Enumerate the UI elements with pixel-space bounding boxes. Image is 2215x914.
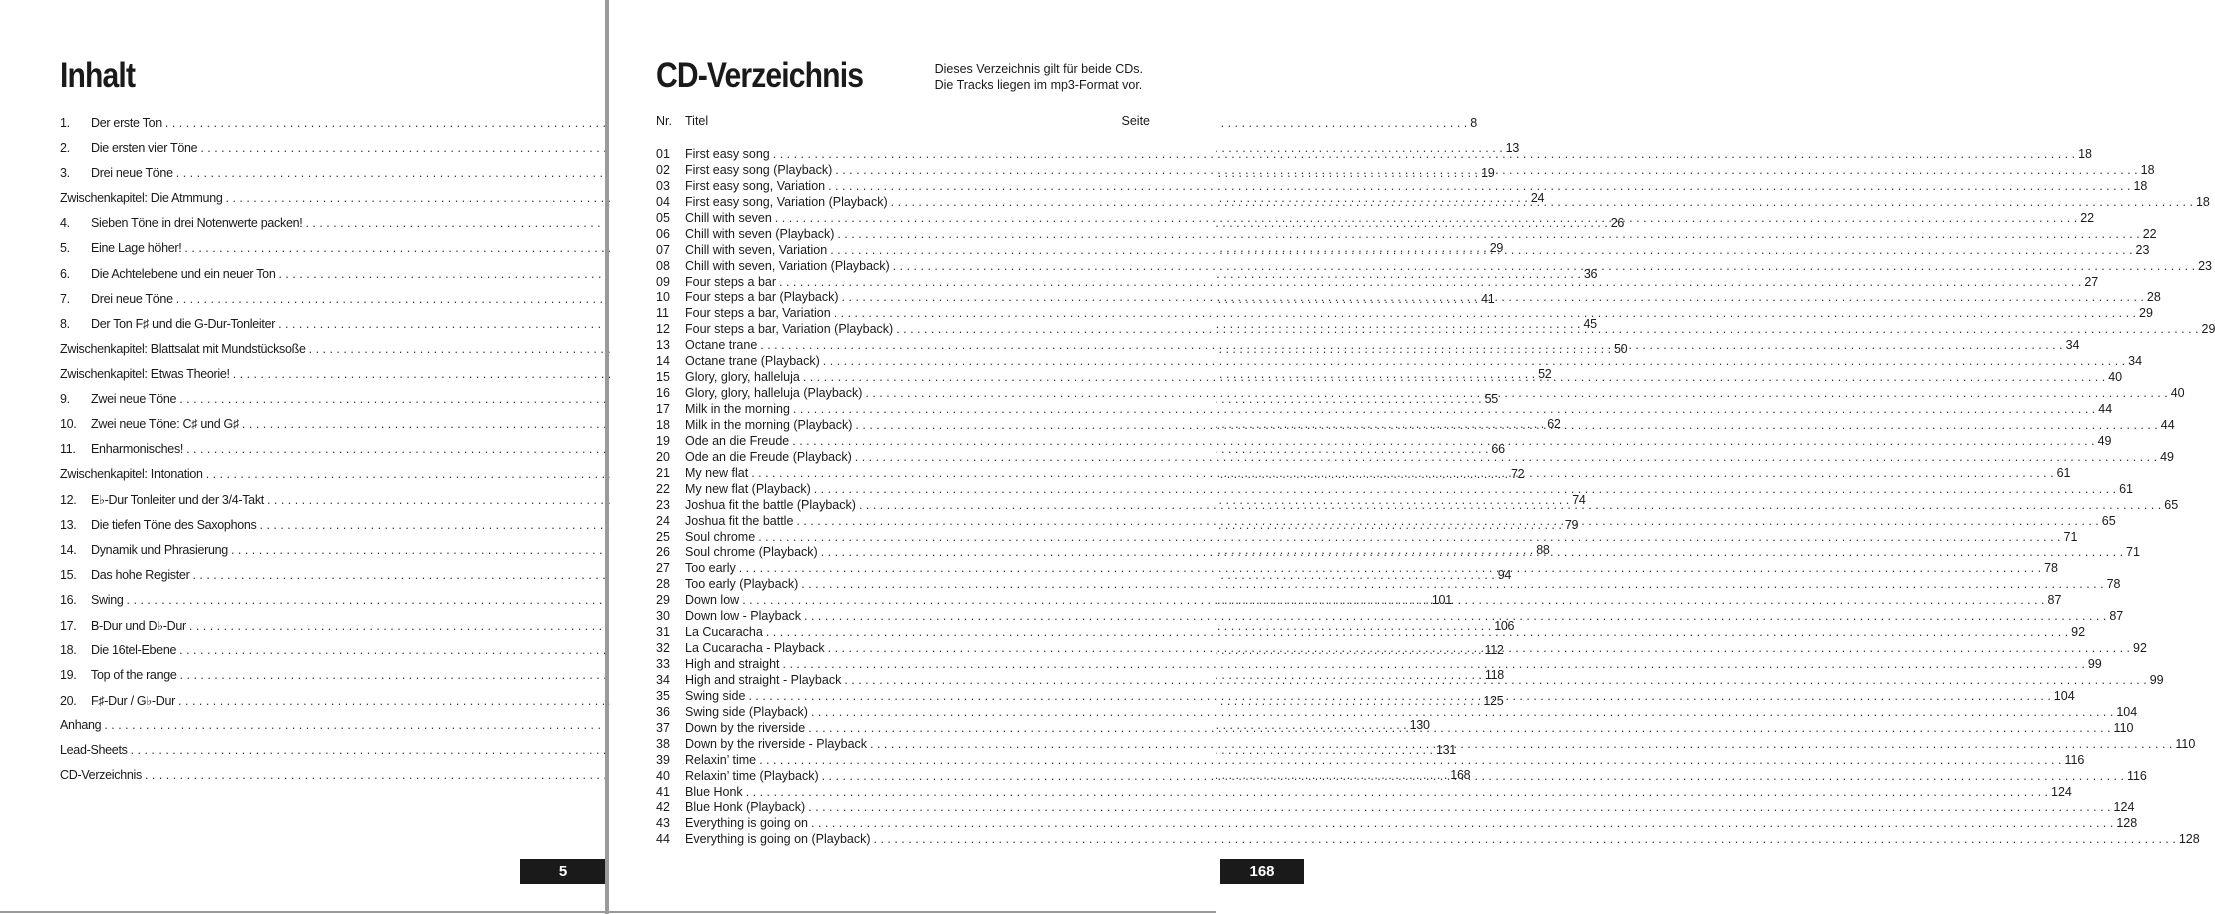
track-number: 18 xyxy=(656,417,670,432)
chapter-page: 106 xyxy=(1494,618,1515,633)
track-title: Milk in the morning (Playback) xyxy=(685,417,853,432)
chapter-number: 19. xyxy=(60,668,77,683)
track-title: Octane trane (Playback) xyxy=(685,354,820,369)
track-number: 20 xyxy=(656,449,670,464)
chapter-number: 17. xyxy=(60,618,77,633)
dot-leader xyxy=(773,147,2075,161)
track-title: Blue Honk xyxy=(685,784,743,799)
chapter-number: 18. xyxy=(60,642,77,657)
chapter-title: B-Dur und D♭-Dur xyxy=(91,618,186,633)
chapter-number: 16. xyxy=(60,592,77,607)
track-title: La Cucaracha - Playback xyxy=(685,641,825,656)
track-number: 30 xyxy=(656,609,670,624)
chapter-number: 3. xyxy=(60,166,70,181)
chapter-number: 5. xyxy=(60,241,70,256)
track-title: Everything is going on (Playback) xyxy=(685,832,871,847)
chapter-title: Drei neue Töne xyxy=(91,166,173,181)
chapter-page: 26 xyxy=(1610,216,1625,231)
track-row xyxy=(656,226,2157,243)
track-number: 14 xyxy=(656,354,670,369)
track-page: 23 xyxy=(2198,258,2212,273)
track-page: 44 xyxy=(2160,417,2175,432)
dot-leader xyxy=(808,721,2110,735)
chapter-number: 14. xyxy=(60,542,77,557)
track-page: 78 xyxy=(2044,561,2058,576)
chapter-title: Zwischenkapitel: Blattsalat mit Mundstücksoße xyxy=(60,341,306,356)
track-row xyxy=(656,657,2102,673)
track-number: 42 xyxy=(656,800,670,815)
track-title: First easy song, Variation (Playback) xyxy=(685,194,888,209)
dot-leader xyxy=(796,514,2098,528)
track-page: 99 xyxy=(2087,657,2102,671)
dot-leader xyxy=(742,593,2044,607)
track-title: Ode an die Freude (Playback) xyxy=(685,449,852,464)
track-number: 37 xyxy=(656,720,670,735)
track-page: 71 xyxy=(2126,545,2140,560)
track-page: 128 xyxy=(2178,832,2200,847)
track-title: Down low xyxy=(685,593,740,608)
dot-leader xyxy=(896,322,2198,336)
dot-leader xyxy=(874,832,2176,846)
chapter-number: 9. xyxy=(60,392,70,407)
chapter-page: 112 xyxy=(1484,642,1504,657)
track-page: 44 xyxy=(2098,402,2113,416)
chapter-title: Zwei neue Töne: C♯ und G♯ xyxy=(91,417,239,432)
chapter-title: Zwischenkapitel: Intonation xyxy=(60,467,203,482)
track-page: 110 xyxy=(2175,736,2196,751)
track-number: 39 xyxy=(656,752,670,767)
dot-leader xyxy=(792,434,2094,448)
chapter-number: 8. xyxy=(60,316,70,331)
track-page: 61 xyxy=(2056,465,2071,480)
track-title: Four steps a bar (Playback) xyxy=(685,290,839,305)
track-title: Swing side (Playback) xyxy=(685,704,808,719)
dot-leader xyxy=(837,227,2139,241)
chapter-title: Zwischenkapitel: Etwas Theorie! xyxy=(60,366,230,381)
dot-leader xyxy=(811,705,2113,719)
track-number: 40 xyxy=(656,768,670,783)
track-row xyxy=(656,752,2085,769)
track-number: 23 xyxy=(656,497,670,512)
chapter-page: 66 xyxy=(1491,442,1505,457)
page-title: Inhalt xyxy=(60,56,136,95)
dot-leader xyxy=(891,195,2193,209)
dot-leader xyxy=(828,179,2130,193)
chapter-number: 1. xyxy=(60,116,70,130)
chapter-page: 125 xyxy=(1483,694,1504,709)
track-title: Glory, glory, halleluja xyxy=(685,370,800,385)
dot-leader xyxy=(804,609,2106,623)
chapter-number: 4. xyxy=(60,216,70,231)
track-number: 02 xyxy=(656,162,670,177)
track-title: Down by the riverside - Playback xyxy=(685,736,868,751)
track-page: 29 xyxy=(2139,306,2153,321)
track-number: 43 xyxy=(656,816,670,831)
track-page: 18 xyxy=(2195,194,2210,209)
dot-leader xyxy=(751,466,2053,480)
track-number: 16 xyxy=(656,386,670,401)
track-page: 22 xyxy=(2142,226,2157,241)
track-number: 31 xyxy=(656,625,670,640)
chapter-number: 6. xyxy=(60,266,70,281)
page-number: 5 xyxy=(520,859,606,884)
track-page: 29 xyxy=(2201,322,2215,337)
chapter-title: Enharmonisches! xyxy=(91,442,184,457)
track-number: 04 xyxy=(656,194,670,209)
dot-leader xyxy=(783,657,2085,671)
note-line: Dieses Verzeichnis gilt für beide CDs. xyxy=(934,62,1143,76)
track-page: 18 xyxy=(2078,147,2093,161)
dot-leader xyxy=(801,577,2103,591)
chapter-title: Sieben Töne in drei Notenwerte packen! xyxy=(91,216,303,231)
track-number: 26 xyxy=(656,545,670,560)
chapter-title: Anhang xyxy=(60,718,102,733)
track-title: Four steps a bar xyxy=(685,274,777,289)
track-number: 06 xyxy=(656,226,670,241)
track-title: Blue Honk (Playback) xyxy=(685,800,806,815)
track-page: 22 xyxy=(2080,210,2095,225)
track-title: Chill with seven xyxy=(685,210,772,225)
dot-leader xyxy=(830,243,2132,257)
track-title: La Cucaracha xyxy=(685,625,763,640)
track-title: Soul chrome (Playback) xyxy=(685,545,818,560)
track-number: 41 xyxy=(656,784,670,799)
chapter-number: 7. xyxy=(60,291,70,306)
dot-leader xyxy=(739,561,2041,575)
track-title: Ode an die Freude xyxy=(685,433,790,448)
chapter-title: Der erste Ton xyxy=(91,116,162,130)
track-number: 34 xyxy=(656,672,670,687)
track-title: Chill with seven, Variation (Playback) xyxy=(685,258,890,273)
dot-leader xyxy=(758,530,2060,544)
chapter-page: 62 xyxy=(1547,417,1561,432)
track-page: 87 xyxy=(2109,609,2124,624)
track-number: 27 xyxy=(656,561,670,576)
chapter-title: Die Achtelebene und ein neuer Ton xyxy=(91,266,276,281)
track-page: 116 xyxy=(2126,768,2147,783)
track-title: Joshua fit the battle (Playback) xyxy=(685,497,856,512)
track-number: 22 xyxy=(656,481,670,496)
dot-leader xyxy=(834,306,2136,320)
dot-leader xyxy=(821,542,2123,559)
track-page: 78 xyxy=(2106,577,2121,592)
track-row xyxy=(656,481,2133,498)
chapter-page: 41 xyxy=(1481,291,1495,306)
track-number: 13 xyxy=(656,338,670,353)
track-number: 29 xyxy=(656,593,670,608)
dot-leader xyxy=(811,816,2113,830)
track-row xyxy=(656,609,2124,625)
track-row xyxy=(656,784,2072,801)
track-page: 23 xyxy=(2135,242,2150,257)
dot-leader xyxy=(870,737,2172,751)
chapter-page: 50 xyxy=(1613,341,1628,356)
chapter-title: Der Ton F♯ und die G-Dur-Tonleiter xyxy=(91,316,276,331)
track-row xyxy=(656,402,2113,418)
track-number: 28 xyxy=(656,577,670,592)
track-page: 61 xyxy=(2119,481,2133,496)
chapter-title: Lead-Sheets xyxy=(60,743,128,758)
chapter-number: 13. xyxy=(60,517,77,532)
dot-leader xyxy=(760,338,2062,352)
track-page: 49 xyxy=(2097,433,2112,448)
chapter-page: 55 xyxy=(1484,392,1498,407)
dot-leader xyxy=(793,402,2095,416)
dot-leader xyxy=(822,769,2124,783)
track-number: 17 xyxy=(656,402,670,416)
track-row xyxy=(656,704,2138,721)
track-page: 34 xyxy=(2128,354,2143,369)
track-row xyxy=(656,306,2153,322)
header-number: Nr. xyxy=(656,114,672,128)
track-row xyxy=(656,800,2135,816)
chapter-title: Zwei neue Töne xyxy=(91,392,177,407)
chapter-title: Die tiefen Töne des Saxophons xyxy=(91,517,257,532)
chapter-title: Drei neue Töne xyxy=(91,291,173,306)
dot-leader xyxy=(766,625,2068,639)
format-note xyxy=(935,62,1143,93)
track-page: 104 xyxy=(2116,704,2138,719)
chapter-title: Zwischenkapitel: Die Atmmung xyxy=(60,191,223,206)
track-number: 19 xyxy=(656,433,670,448)
track-title: Chill with seven, Variation xyxy=(685,242,828,257)
dot-leader xyxy=(814,482,2116,496)
track-number: 38 xyxy=(656,736,670,751)
chapter-page: 168 xyxy=(1450,768,1471,783)
track-page: 124 xyxy=(2113,800,2135,815)
track-page: 34 xyxy=(2065,338,2080,353)
chapter-title: Dynamik und Phrasierung xyxy=(91,542,228,557)
track-page: 27 xyxy=(2084,274,2099,289)
dot-leader xyxy=(779,275,2081,289)
track-title: Soul chrome xyxy=(685,529,756,544)
dot-leader xyxy=(828,641,2130,655)
track-number: 35 xyxy=(656,688,670,703)
page-number: 168 xyxy=(1220,859,1304,884)
chapter-number: 15. xyxy=(60,567,77,582)
chapter-page: 8 xyxy=(1470,116,1477,130)
track-row xyxy=(656,577,2121,593)
track-number: 01 xyxy=(656,147,670,161)
track-title: First easy song (Playback) xyxy=(685,162,833,177)
note-line: Die Tracks liegen im mp3-Format vor. xyxy=(934,77,1143,92)
track-number: 36 xyxy=(656,704,670,719)
track-title: High and straight - Playback xyxy=(685,672,842,687)
dot-leader xyxy=(835,163,2137,177)
track-title: Down by the riverside xyxy=(685,720,806,735)
track-title: My new flat xyxy=(685,465,749,480)
chapter-page: 74 xyxy=(1572,493,1586,508)
chapter-title: Das hohe Register xyxy=(91,567,190,582)
chapter-title: Eine Lage höher! xyxy=(91,241,182,256)
dot-leader xyxy=(842,290,2144,304)
chapter-page: 118 xyxy=(1484,668,1504,683)
chapter-page: 94 xyxy=(1497,567,1512,582)
track-title: My new flat (Playback) xyxy=(685,481,811,496)
dot-leader xyxy=(803,370,2105,384)
chapter-title: Die 16tel-Ebene xyxy=(91,642,177,657)
track-title: Octane trane xyxy=(685,338,758,353)
track-page: 40 xyxy=(2108,370,2123,385)
chapter-number: 2. xyxy=(60,141,70,156)
track-number: 32 xyxy=(656,641,670,656)
track-page: 116 xyxy=(2064,752,2085,767)
chapter-title: Swing xyxy=(91,592,124,607)
track-number: 08 xyxy=(656,258,670,273)
track-page: 92 xyxy=(2071,625,2086,640)
chapter-number: 11. xyxy=(60,442,76,457)
track-title: Chill with seven (Playback) xyxy=(685,226,835,241)
track-row xyxy=(656,354,2143,370)
track-page: 124 xyxy=(2051,784,2072,799)
dot-leader xyxy=(893,259,2195,273)
track-row xyxy=(656,816,2138,832)
track-page: 71 xyxy=(2063,529,2078,544)
track-page: 128 xyxy=(2116,816,2138,831)
track-page: 18 xyxy=(2140,162,2155,177)
chapter-title: E♭-Dur Tonleiter und der 3/4-Takt xyxy=(91,493,264,508)
chapter-page: 36 xyxy=(1583,266,1598,281)
track-page: 104 xyxy=(2053,688,2075,703)
track-title: Joshua fit the battle xyxy=(685,513,794,528)
chapter-page: 101 xyxy=(1431,592,1452,607)
track-number: 24 xyxy=(656,513,670,528)
chapter-page: 130 xyxy=(1409,718,1430,733)
track-title: First easy song, Variation xyxy=(685,178,826,193)
track-number: 21 xyxy=(656,465,670,480)
track-title: Everything is going on xyxy=(685,816,808,831)
chapter-page: 29 xyxy=(1489,241,1504,256)
track-row xyxy=(656,178,2148,195)
track-page: 110 xyxy=(2113,720,2134,735)
track-title: Too early xyxy=(685,561,736,576)
chapter-page: 52 xyxy=(1538,366,1552,381)
chapter-page: 88 xyxy=(1536,542,1550,557)
header-title: Titel xyxy=(685,114,709,128)
track-title: Four steps a bar, Variation xyxy=(685,306,831,321)
track-title: Relaxin’ time xyxy=(685,752,757,767)
dot-leader xyxy=(748,689,2050,703)
track-page: 87 xyxy=(2047,593,2062,608)
track-number: 15 xyxy=(656,370,670,385)
track-page: 40 xyxy=(2170,386,2185,401)
chapter-page: 79 xyxy=(1564,517,1579,532)
track-title: Relaxin’ time (Playback) xyxy=(685,768,819,783)
dot-leader xyxy=(823,354,2125,368)
track-number: 07 xyxy=(656,242,670,257)
chapter-page: 24 xyxy=(1530,191,1545,206)
chapter-page: 13 xyxy=(1505,141,1519,156)
dot-leader xyxy=(746,785,2048,799)
chapter-page: 72 xyxy=(1511,467,1525,482)
dot-leader xyxy=(844,673,2146,687)
track-title: Too early (Playback) xyxy=(685,577,799,592)
track-page: 92 xyxy=(2133,641,2147,656)
dot-leader xyxy=(859,498,2161,512)
track-number: 10 xyxy=(656,290,670,305)
chapter-number: 10. xyxy=(60,417,77,432)
track-title: First easy song xyxy=(685,147,770,161)
track-row xyxy=(656,274,2099,291)
chapter-page: 19 xyxy=(1481,166,1495,181)
track-row xyxy=(656,832,2200,848)
track-number: 09 xyxy=(656,274,670,289)
track-page: 49 xyxy=(2160,449,2175,464)
chapter-title: F♯-Dur / G♭-Dur xyxy=(91,694,176,709)
dot-leader xyxy=(855,450,2157,464)
track-number: 05 xyxy=(656,210,670,225)
track-title: Down low - Playback xyxy=(685,609,802,624)
track-title: Swing side xyxy=(685,688,746,703)
track-page: 18 xyxy=(2133,178,2148,193)
track-title: High and straight xyxy=(685,657,780,671)
chapter-number: 12. xyxy=(60,493,77,508)
dot-leader xyxy=(759,753,2061,767)
track-number: 12 xyxy=(656,322,670,337)
dot-leader xyxy=(775,211,2077,225)
book-gutter xyxy=(605,0,609,914)
track-page: 65 xyxy=(2164,497,2179,512)
dot-leader xyxy=(808,800,2110,814)
track-number: 44 xyxy=(656,832,670,847)
track-number: 11 xyxy=(656,306,669,321)
dot-leader xyxy=(855,418,2157,432)
track-page: 65 xyxy=(2101,513,2116,528)
chapter-title: Top of the range xyxy=(91,668,177,683)
chapter-title: CD-Verzeichnis xyxy=(60,768,142,783)
chapter-page: 45 xyxy=(1583,316,1597,331)
track-number: 33 xyxy=(656,657,670,671)
track-row xyxy=(656,529,2078,546)
page-title: CD-Verzeichnis xyxy=(656,56,864,95)
dot-leader xyxy=(865,386,2167,400)
track-number: 03 xyxy=(656,178,670,193)
track-title: Milk in the morning xyxy=(685,402,790,416)
chapter-title: Die ersten vier Töne xyxy=(91,141,198,156)
track-page: 28 xyxy=(2146,290,2161,305)
chapter-page: 131 xyxy=(1435,743,1456,758)
track-number: 25 xyxy=(656,529,670,544)
track-title: Glory, glory, halleluja (Playback) xyxy=(685,386,863,401)
header-page: Seite xyxy=(1121,114,1150,128)
page-edge xyxy=(0,911,1216,913)
chapter-number: 20. xyxy=(60,694,77,709)
track-title: Four steps a bar, Variation (Playback) xyxy=(685,322,894,337)
track-page: 99 xyxy=(2149,672,2164,687)
